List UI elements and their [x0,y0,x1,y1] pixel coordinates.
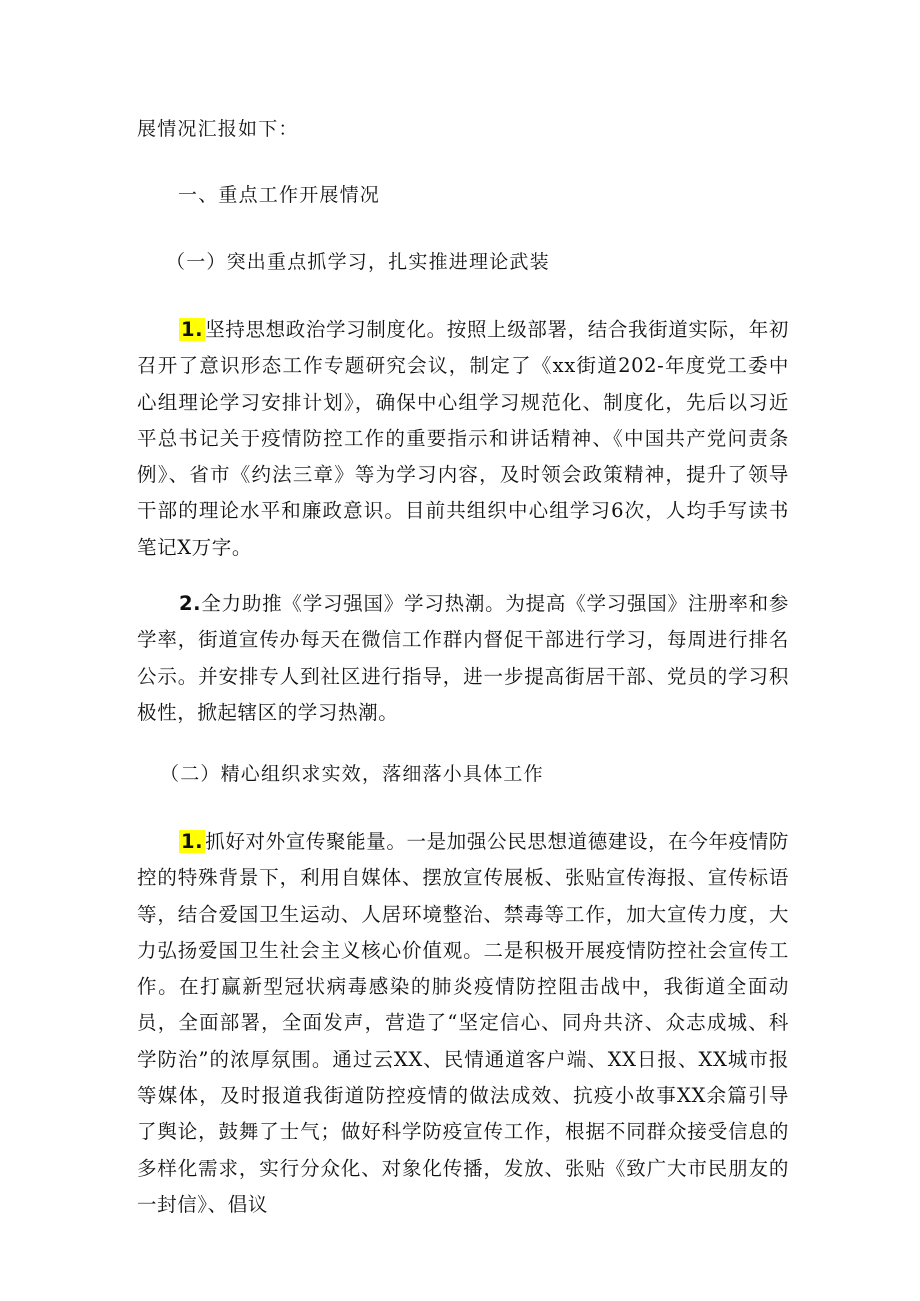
paragraph-study-platform [137,586,789,731]
paragraph-text: 坚持思想政治学习制度化。按照上级部署，结合我街道实际，年初召开了意识形态工作专题研究会议，制定了《xx街道202-年度党工委中心组理论学习安排计划》，确保中心组学习规范化、制度化，先后以习近平总书记关于疫情防控工作的重要指示和讲话精神、《中国共产党问责条例》、省市《约法三章》等为学习内容，及时领会政策精神，提升了领导干部的理论水平和廉政意识。目前共组织中心组学习6次，人均手写读书笔记X万字。 [137,318,789,559]
subsection-one-heading: （一）突出重点抓学习，扎实推进理论武装 [166,251,550,273]
paragraph-study-institutionalization [137,312,789,566]
section-one-heading: 一、重点工作开展情况 [178,184,381,206]
paragraph-text: 抓好对外宣传聚能量。一是加强公民思想道德建设，在今年疫情防控的特殊背景下，利用自媒体、摆放宣传展板、张贴宣传海报、宣传标语等，结合爱国卫生运动、人居环境整治、禁毒等工作，加大宣传力度，大力弘扬爱国卫生社会主义核心价值观。二是积极开展疫情防控社会宣传工作。在打赢新型冠状病毒感染的肺炎疫情防控阻击战中，我街道全面动员，全面部署，全面发声，营造了“坚定信心、同舟共济、众志成城、科学防治”的浓厚氛围。通过云XX、民情通道客户端、XX日报、XX城市报等媒体，及时报道我街道防控疫情的做法成效、抗疫小故事XX余篇引导了舆论，鼓舞了士气；做好科学防疫宣传工作，根据不同群众接受信息的多样化需求，实行分众化、对象化传播，发放、张贴《致广大市民朋友的一封信》、倡议 [137,830,789,1216]
paragraph-number: 2. [179,592,202,615]
subsection-two-heading: （二）精心组织求实效，落细落小具体工作 [160,763,544,785]
paragraph-number-highlight: 1. [181,318,204,341]
paragraph-number-highlight: 1. [181,830,204,853]
intro-line: 展情况汇报如下： [137,118,299,140]
paragraph-text: 全力助推《学习强国》学习热潮。为提高《学习强国》注册率和参学率，街道宣传办每天在微信工作群内督促干部进行学习，每周进行排名公示。并安排专人到社区进行指导，进一步提高街居干部、党员的学习积极性，掀起辖区的学习热潮。 [137,592,789,724]
paragraph-external-publicity [137,824,789,1223]
